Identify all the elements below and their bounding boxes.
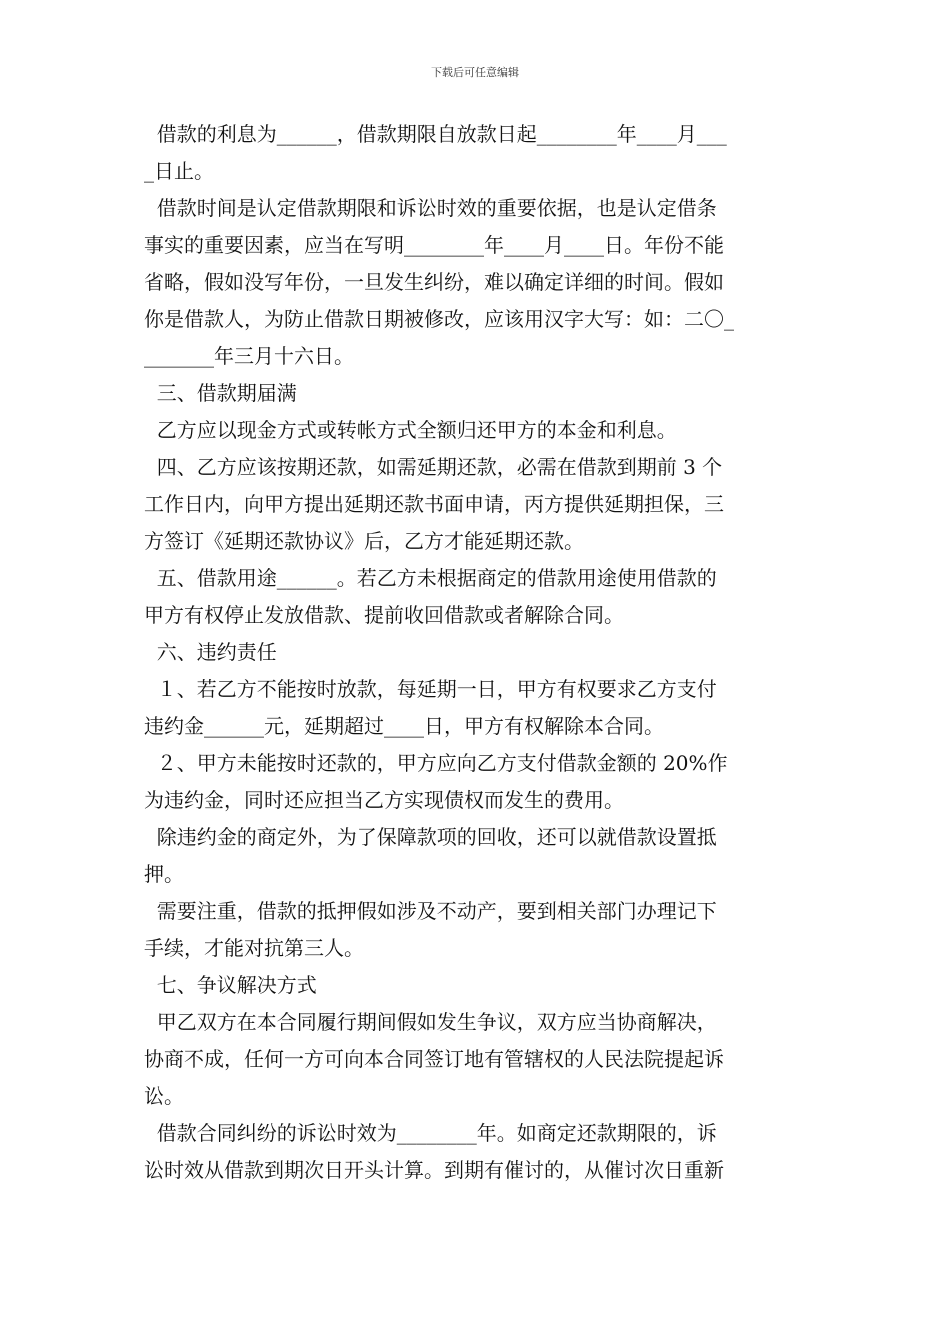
text-line: 讼。 (144, 1084, 184, 1108)
section-heading: 三、借款期届满 (144, 381, 297, 405)
text-line: 事实的重要因素，应当在写明________年____月____日。年份不能 (144, 233, 724, 257)
text-line: 工作日内，向甲方提出延期还款书面申请，丙方提供延期担保，三 (144, 492, 724, 516)
text-line: 方签订《延期还款协议》后，乙方才能延期还款。 (144, 529, 584, 553)
text-line: 五、借款用途______。若乙方未根据商定的借款用途使用借款的 (144, 566, 717, 590)
text-line: 违约金______元，延期超过____日，甲方有权解除本合同。 (144, 714, 664, 738)
text-line: 手续，才能对抗第三人。 (144, 936, 364, 960)
text-line: 省略，假如没写年份，一旦发生纠纷，难以确定详细的时间。假如 (144, 270, 724, 294)
text-line: ２、甲方未能按时还款的，甲方应向乙方支付借款金额的 20%作 (144, 751, 728, 775)
text-line: 需要注重，借款的抵押假如涉及不动产，要到相关部门办理记下 (144, 899, 717, 923)
text-line: 甲方有权停止发放借款、提前收回借款或者解除合同。 (144, 603, 624, 627)
text-line: _日止。 (144, 159, 214, 183)
text-line: 协商不成，任何一方可向本合同签订地有管辖权的人民法院提起诉 (144, 1047, 724, 1071)
section-heading: 七、争议解决方式 (144, 973, 317, 997)
text-line: 你是借款人，为防止借款日期被修改，应该用汉字大写：如：二〇_ (144, 307, 734, 331)
text-line: 讼时效从借款到期次日开头计算。到期有催讨的，从催讨次日重新 (144, 1158, 724, 1182)
text-line: 借款的利息为______，借款期限自放款日起________年____月___ (144, 122, 727, 146)
text-line: 四、乙方应该按期还款，如需延期还款，必需在借款到期前 3 个 (144, 455, 723, 479)
text-line: 甲乙双方在本合同履行期间假如发生争议，双方应当协商解决， (144, 1010, 717, 1034)
page-header: 下载后可任意编辑 (431, 66, 519, 79)
text-line: 除违约金的商定外，为了保障款项的回收，还可以就借款设置抵 (144, 825, 717, 849)
text-line: 乙方应以现金方式或转帐方式全额归还甲方的本金和利息。 (144, 418, 677, 442)
text-line: 押。 (144, 862, 184, 886)
section-heading: 六、违约责任 (144, 640, 277, 664)
text-line: 借款时间是认定借款期限和诉讼时效的重要依据，也是认定借条 (144, 196, 717, 220)
text-line: _______年三月十六日。 (144, 344, 354, 368)
text-line: １、若乙方不能按时放款，每延期一日，甲方有权要求乙方支付 (144, 677, 717, 701)
text-line: 为违约金，同时还应担当乙方实现债权而发生的费用。 (144, 788, 624, 812)
text-line: 借款合同纠纷的诉讼时效为________年。如商定还款期限的，诉 (144, 1121, 717, 1145)
document-body (144, 116, 808, 1189)
